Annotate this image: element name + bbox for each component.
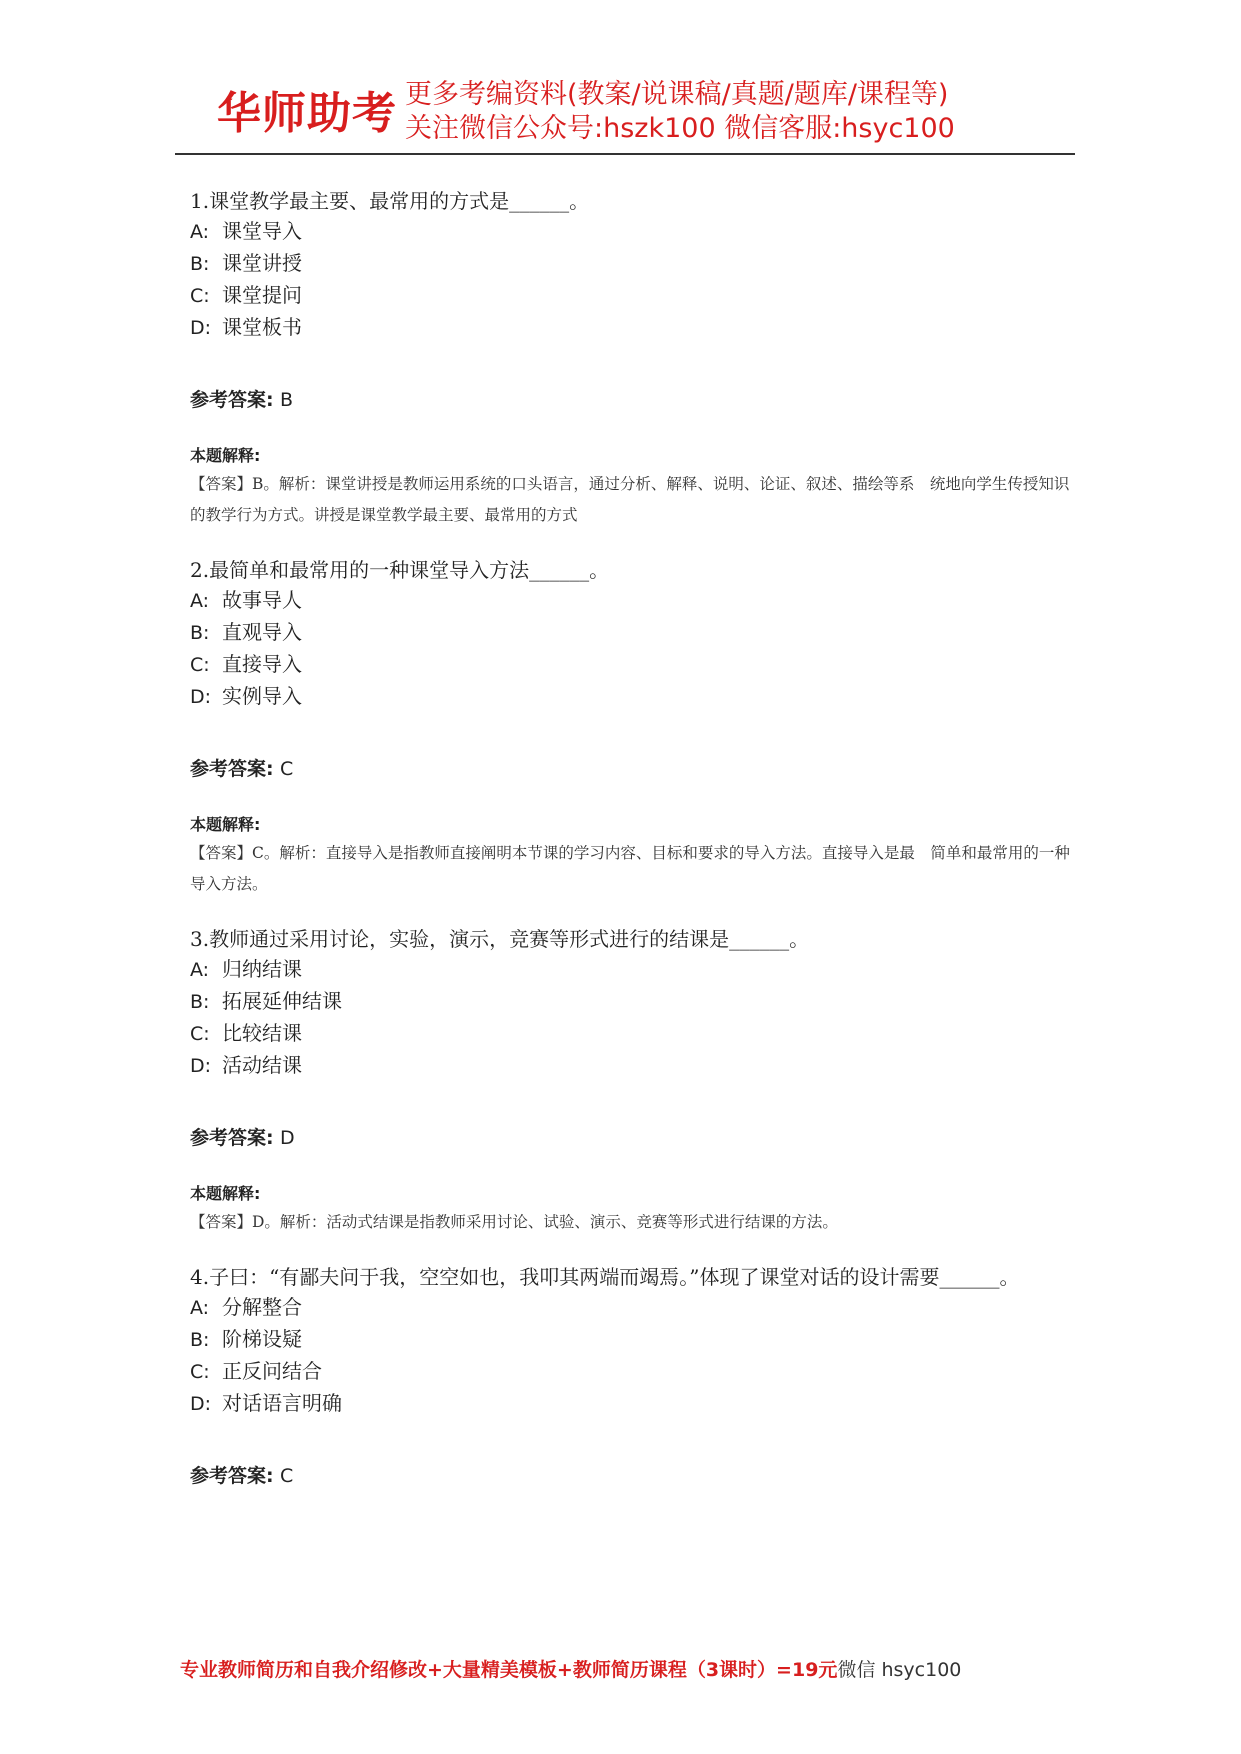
question-text: 4.子曰：“有鄙夫问于我，空空如也，我叩其两端而竭焉。”体现了课堂对话的设计需要______。 <box>190 1265 1020 1289</box>
option-b <box>190 986 1070 1018</box>
option-text: 对话语言明确 <box>222 1391 342 1415</box>
option-text: 课堂导入 <box>222 219 302 243</box>
explanation-text: 【答案】C。解析：直接导入是指教师直接阐明本节课的学习内容、目标和要求的导入方法。直接导入是最 简单和最常用的一种导入方法。 <box>190 844 1070 893</box>
option-text: 课堂提问 <box>222 283 302 307</box>
option-text: 拓展延伸结课 <box>222 989 342 1013</box>
answer-value: C <box>279 1465 294 1487</box>
option-d <box>190 1050 1070 1082</box>
explanation-title: 本题解释: <box>190 815 261 834</box>
question-4 <box>190 1262 1070 1491</box>
option-key: B: <box>190 991 210 1013</box>
question-1 <box>190 186 1070 531</box>
reference-answer <box>190 1460 1070 1491</box>
option-key: B: <box>190 253 210 275</box>
option-d <box>190 681 1070 713</box>
option-key: A: <box>190 221 210 243</box>
option-text: 归纳结课 <box>222 957 302 981</box>
option-b <box>190 617 1070 649</box>
option-text: 课堂讲授 <box>222 251 302 275</box>
question-text: 2.最简单和最常用的一种课堂导入方法______。 <box>190 558 610 582</box>
option-text: 正反问结合 <box>222 1359 322 1383</box>
option-text: 阶梯设疑 <box>222 1327 302 1351</box>
slogan-line-2: 关注微信公众号:hszk100 微信客服:hsyc100 <box>405 113 955 144</box>
slogan-line-1: 更多考编资料(教案/说课稿/真题/题库/课程等) <box>405 79 949 110</box>
explanation-text: 【答案】B。解析：课堂讲授是教师运用系统的口头语言，通过分析、解释、说明、论证、叙述、描绘等系 统地向学生传授知识的教学行为方式。讲授是课堂教学最主要、最常用的方式 <box>190 475 1070 524</box>
explanation-title: 本题解释: <box>190 446 261 465</box>
option-key: A: <box>190 590 210 612</box>
option-key: D: <box>190 1055 212 1077</box>
option-key: C: <box>190 1361 210 1383</box>
answer-label: 参考答案: <box>190 758 274 780</box>
question-text: 1.课堂教学最主要、最常用的方式是______。 <box>190 189 590 213</box>
explanation-title: 本题解释: <box>190 1184 261 1203</box>
answer-label: 参考答案: <box>190 1127 274 1149</box>
question-3 <box>190 924 1070 1238</box>
footer-wechat: 微信 hsyc100 <box>837 1659 962 1681</box>
option-c <box>190 1018 1070 1050</box>
option-a <box>190 954 1070 986</box>
answer-label: 参考答案: <box>190 1465 274 1487</box>
option-d <box>190 312 1070 344</box>
option-d <box>190 1388 1070 1420</box>
option-key: C: <box>190 654 210 676</box>
option-c <box>190 280 1070 312</box>
header-divider <box>175 153 1075 155</box>
page-header <box>175 74 1075 154</box>
option-key: C: <box>190 285 210 307</box>
footer-promo: 专业教师简历和自我介绍修改+大量精美模板+教师简历课程（3课时）=19元 <box>180 1659 838 1681</box>
option-a <box>190 585 1070 617</box>
answer-label: 参考答案: <box>190 389 274 411</box>
option-key: D: <box>190 317 212 339</box>
option-key: D: <box>190 1393 212 1415</box>
option-text: 实例导入 <box>222 684 302 708</box>
reference-answer <box>190 753 1070 784</box>
option-b <box>190 1324 1070 1356</box>
option-text: 直观导入 <box>222 620 302 644</box>
reference-answer <box>190 1122 1070 1153</box>
option-text: 比较结课 <box>222 1021 302 1045</box>
option-text: 课堂板书 <box>222 315 302 339</box>
option-c <box>190 1356 1070 1388</box>
question-2 <box>190 555 1070 900</box>
option-key: D: <box>190 686 212 708</box>
option-text: 分解整合 <box>222 1295 302 1319</box>
option-key: A: <box>190 959 210 981</box>
question-list <box>190 186 1070 1491</box>
logo: 华师助考 <box>217 88 397 139</box>
answer-value: C <box>279 758 294 780</box>
reference-answer <box>190 384 1070 415</box>
answer-value: D <box>279 1127 295 1149</box>
option-text: 故事导人 <box>222 588 302 612</box>
header-slogan <box>405 78 955 146</box>
option-key: C: <box>190 1023 210 1045</box>
question-text: 3.教师通过采用讨论，实验，演示，竞赛等形式进行的结课是______。 <box>190 927 810 951</box>
option-key: B: <box>190 1329 210 1351</box>
answer-value: B <box>279 389 294 411</box>
option-a <box>190 1292 1070 1324</box>
page-footer <box>180 1655 1080 1685</box>
option-text: 活动结课 <box>222 1053 302 1077</box>
option-key: A: <box>190 1297 210 1319</box>
option-b <box>190 248 1070 280</box>
option-c <box>190 649 1070 681</box>
option-text: 直接导入 <box>222 652 302 676</box>
option-a <box>190 216 1070 248</box>
explanation-text: 【答案】D。解析：活动式结课是指教师采用讨论、试验、演示、竞赛等形式进行结课的方法。 <box>190 1213 838 1231</box>
option-key: B: <box>190 622 210 644</box>
